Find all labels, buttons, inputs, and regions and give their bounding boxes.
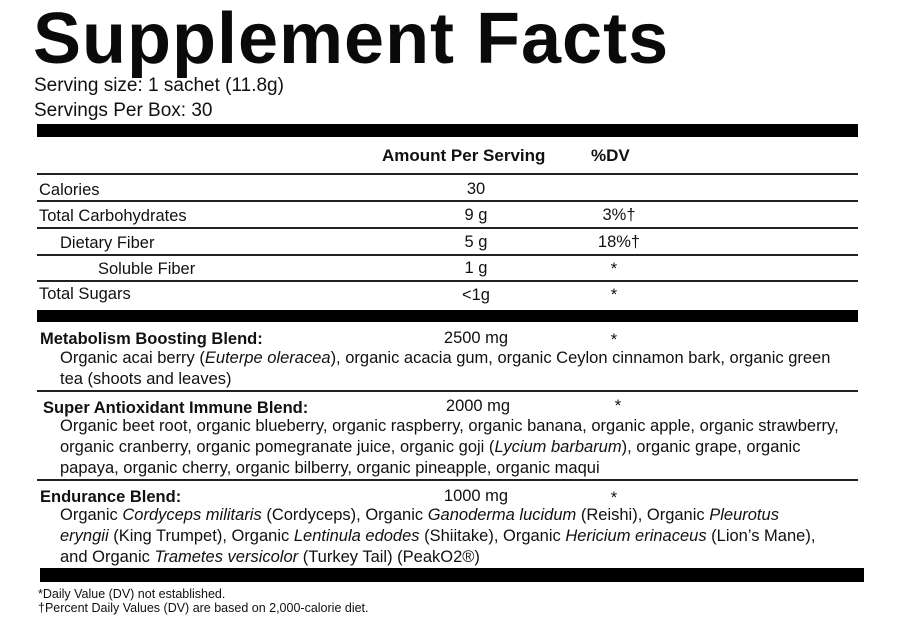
- serving-size: Serving size: 1 sachet (11.8g): [34, 75, 284, 96]
- divider: [37, 227, 858, 229]
- dv-column-header: %DV: [591, 146, 630, 165]
- nutrient-name: Calories: [39, 181, 100, 199]
- blend-name: Endurance Blend:: [40, 488, 182, 506]
- nutrient-amount: <1g: [462, 286, 490, 304]
- blend-amount: 1000 mg: [443, 487, 509, 505]
- label-title: Supplement Facts: [33, 0, 670, 79]
- nutrient-name: Dietary Fiber: [60, 234, 155, 252]
- blend-amount: 2500 mg: [443, 329, 509, 347]
- nutrient-amount: 30: [466, 180, 486, 198]
- divider: [37, 479, 858, 481]
- divider: [37, 280, 858, 282]
- blend-name: Super Antioxidant Immune Blend:: [43, 399, 309, 417]
- servings-per-box: Servings Per Box: 30: [34, 100, 213, 121]
- nutrient-dv: 18%†: [597, 233, 641, 251]
- divider: [37, 390, 858, 392]
- nutrient-name: Total Sugars: [39, 285, 131, 303]
- blend-dv: *: [614, 397, 622, 415]
- blend-dv: *: [610, 331, 618, 349]
- top-thick-divider: [37, 124, 858, 137]
- divider: [37, 173, 858, 175]
- blend-amount: 2000 mg: [445, 397, 511, 415]
- divider: [37, 254, 858, 256]
- nutrient-amount: 1 g: [464, 259, 488, 277]
- section-thick-divider: [37, 310, 858, 322]
- footnote-percent: †Percent Daily Values (DV) are based on 2,000-calorie diet.: [38, 601, 369, 615]
- divider: [37, 200, 858, 202]
- blend-ingredients: Organic acai berry (Euterpe oleracea), organic acacia gum, organic Ceylon cinnamon bark, organic green tea (shoots and leaves): [60, 349, 831, 388]
- bottom-thick-divider: [40, 568, 864, 582]
- nutrient-amount: 5 g: [464, 233, 488, 251]
- amount-column-header: Amount Per Serving: [382, 146, 546, 165]
- blend-ingredients: Organic beet root, organic blueberry, organic raspberry, organic banana, organic apple, organic strawberry, organic cranberry, organic pomegranate juice, organic goji (Lycium barbarum), organic grape, organic papaya, organic cherry, organic bilberry, organic pineapple, organic maqui: [60, 417, 839, 477]
- nutrient-dv: *: [610, 286, 618, 304]
- blend-dv: *: [610, 489, 618, 507]
- blend-ingredients: Organic Cordyceps militaris (Cordyceps), Organic Ganoderma lucidum (Reishi), Organic Pleurotus eryngii (King Trumpet), Organic Lentinula edodes (Shiitake), Organic Hericium erinaceus (Lion’s Mane), and Organic Trametes versicolor (Turkey Tail) (PeakO2®): [60, 506, 816, 566]
- blend-name: Metabolism Boosting Blend:: [40, 330, 263, 348]
- nutrient-amount: 9 g: [464, 206, 488, 224]
- footnote-daily-value: *Daily Value (DV) not established.: [38, 587, 226, 601]
- nutrient-name: Total Carbohydrates: [39, 207, 187, 225]
- nutrient-dv: *: [610, 260, 618, 278]
- nutrient-dv: 3%†: [602, 206, 636, 224]
- nutrient-name: Soluble Fiber: [98, 260, 196, 278]
